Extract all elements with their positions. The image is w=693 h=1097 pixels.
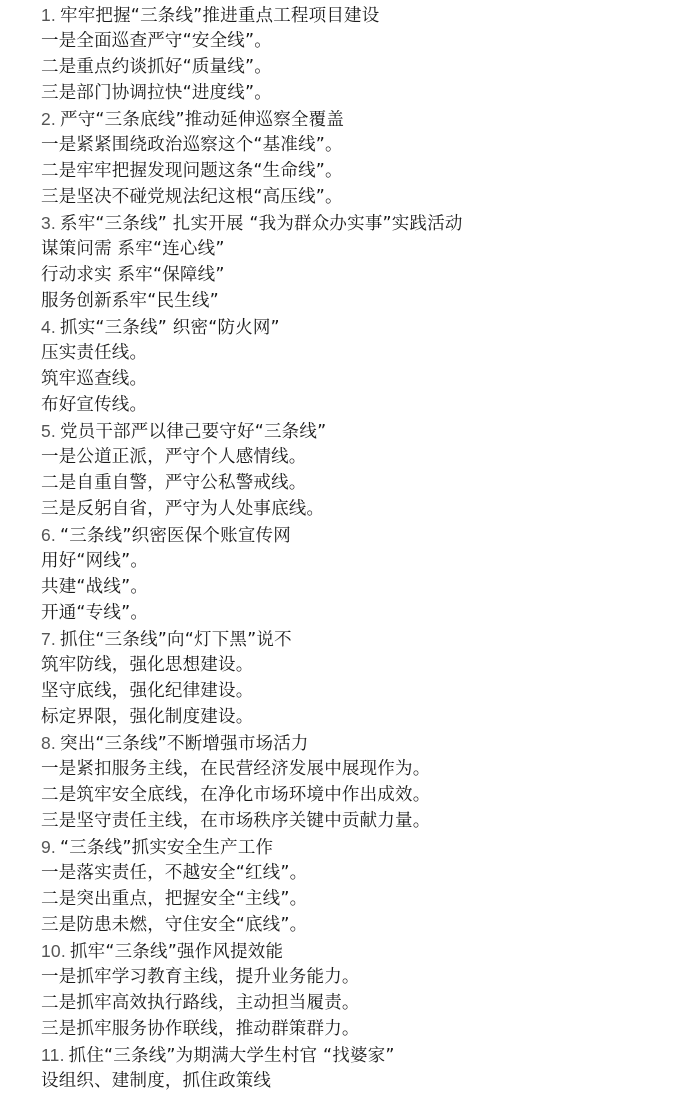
section-title: 严守“三条底线”推动延伸巡察全覆盖	[60, 110, 345, 130]
section-item: 一是紧扣服务主线，在民营经济发展中展现作为。	[41, 759, 431, 779]
section-item: 二是筑牢安全底线，在净化市场环境中作出成效。	[41, 785, 431, 805]
section-title: “三条线”织密医保个账宣传网	[60, 526, 291, 546]
section-number: 2.	[41, 109, 56, 129]
section-heading	[41, 522, 693, 548]
section-title: 系牢“三条线” 扎实开展 “我为群众办实事”实践活动	[60, 214, 463, 234]
document-body	[41, 2, 693, 1094]
section-item: 共建“战线”。	[41, 577, 149, 597]
section-item: 一是公道正派，严守个人感情线。	[41, 447, 307, 467]
section-number: 10.	[41, 941, 66, 961]
section-item: 用好“网线”。	[41, 551, 149, 571]
section-item: 三是抓牢服务协作联线，推动群策群力。	[41, 1019, 360, 1039]
section-item: 设组织、建制度，抓住政策线	[41, 1071, 272, 1091]
section-item: 坚守底线，强化纪律建设。	[41, 681, 254, 701]
section-item: 行动求实 系牢“保障线”	[41, 265, 225, 285]
section-heading	[41, 418, 693, 444]
section-number: 7.	[41, 629, 56, 649]
section-item: 三是坚守责任主线，在市场秩序关键中贡献力量。	[41, 811, 431, 831]
section-number: 3.	[41, 213, 56, 233]
section-item: 筑牢防线，强化思想建设。	[41, 655, 254, 675]
section-item: 压实责任线。	[41, 343, 148, 363]
section-number: 1.	[41, 5, 56, 25]
section-number: 8.	[41, 733, 56, 753]
section-item: 一是紧紧围绕政治巡察这个“基准线”。	[41, 135, 343, 155]
section-heading	[41, 314, 693, 340]
section-title: 党员干部严以律己要守好“三条线”	[60, 422, 327, 442]
section-heading	[41, 1042, 693, 1068]
section-heading	[41, 210, 693, 236]
section-title: 抓牢“三条线”强作风提效能	[69, 942, 284, 962]
section-item: 一是全面巡查严守“安全线”。	[41, 31, 272, 51]
section-item: 三是反躬自省，严守为人处事底线。	[41, 499, 325, 519]
section-item: 标定界限，强化制度建设。	[41, 707, 254, 727]
section-item: 三是坚决不碰党规法纪这根“高压线”。	[41, 187, 343, 207]
section-heading	[41, 730, 693, 756]
section-heading	[41, 2, 693, 28]
section-heading	[41, 938, 693, 964]
section-heading	[41, 834, 693, 860]
section-item: 三是部门协调拉快“进度线”。	[41, 83, 272, 103]
section-item: 布好宣传线。	[41, 395, 148, 415]
section-item: 二是自重自警，严守公私警戒线。	[41, 473, 307, 493]
section-item: 一是抓牢学习教育主线，提升业务能力。	[41, 967, 360, 987]
section-item: 二是牢牢把握发现问题这条“生命线”。	[41, 161, 343, 181]
section-item: 二是抓牢高效执行路线，主动担当履责。	[41, 993, 360, 1013]
section-item: 服务创新系牢“民生线”	[41, 291, 219, 311]
section-number: 6.	[41, 525, 56, 545]
section-item: 开通“专线”。	[41, 603, 149, 623]
section-heading	[41, 626, 693, 652]
section-item: 二是重点约谈抓好“质量线”。	[41, 57, 272, 77]
section-number: 5.	[41, 421, 56, 441]
section-title: 突出“三条线”不断增强市场活力	[60, 734, 309, 754]
section-title: 抓住“三条线”为期满大学生村官 “找婆家”	[68, 1046, 395, 1066]
section-title: “三条线”抓实安全生产工作	[60, 838, 274, 858]
section-heading	[41, 106, 693, 132]
section-title: 抓住“三条线”向“灯下黑”说不	[60, 630, 292, 650]
section-number: 11.	[41, 1045, 65, 1065]
section-title: 牢牢把握“三条线”推进重点工程项目建设	[60, 6, 380, 26]
section-item: 二是突出重点，把握安全“主线”。	[41, 889, 308, 909]
section-number: 9.	[41, 837, 56, 857]
section-item: 三是防患未燃，守住安全“底线”。	[41, 915, 308, 935]
section-title: 抓实“三条线” 织密“防火网”	[60, 318, 280, 338]
section-item: 筑牢巡查线。	[41, 369, 148, 389]
section-item: 谋策问需 系牢“连心线”	[41, 239, 225, 259]
section-item: 一是落实责任，不越安全“红线”。	[41, 863, 308, 883]
section-number: 4.	[41, 317, 56, 337]
